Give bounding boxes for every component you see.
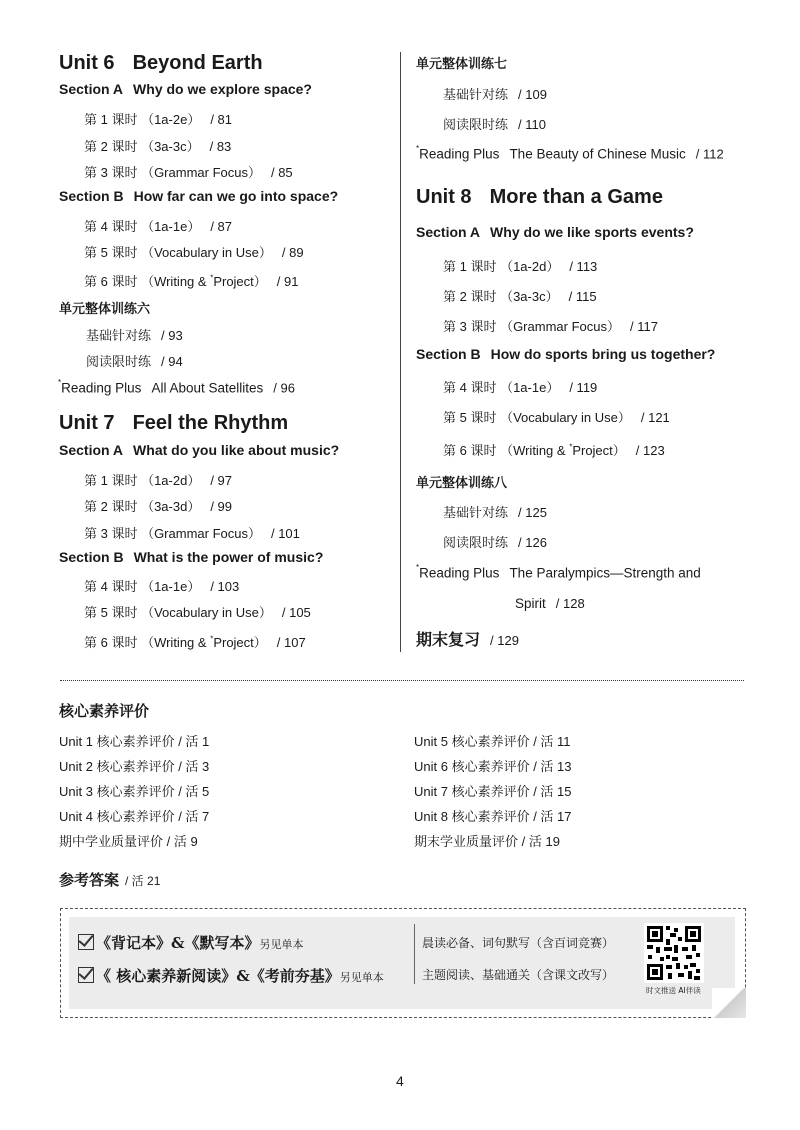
lesson-name: 阅读限时练 — [443, 117, 509, 132]
lesson-page: / 87 — [210, 219, 233, 234]
unit8-heading[interactable] — [416, 186, 663, 209]
lesson-name: 第 6 课时 （Writing & — [84, 635, 211, 650]
toc-entry-u8-reading-plus-cont[interactable] — [515, 596, 585, 611]
toc-entry-u6-l3[interactable] — [84, 162, 293, 181]
eval-name: 期中学业质量评价 — [59, 834, 164, 849]
supplement-note: 另见单本 — [339, 971, 384, 984]
lesson-name: 第 2 课时 （3a-3c） — [84, 139, 200, 154]
toc-entry-u8-l3[interactable] — [443, 316, 658, 335]
reading-plus-title: The Beauty of Chinese Music — [509, 146, 686, 162]
lesson-page: / 105 — [281, 605, 311, 620]
eval-entry-unit1[interactable] — [59, 731, 209, 750]
lesson-page: / 99 — [210, 499, 233, 514]
optional-star: * — [569, 442, 573, 452]
page-number: 4 — [396, 1073, 404, 1089]
toc-entry-u8-reading-plus[interactable] — [416, 565, 701, 581]
lesson-name: 基础针对练 — [443, 87, 509, 102]
optional-star: * — [210, 273, 214, 283]
lesson-page: / 121 — [640, 410, 670, 425]
lesson-page: / 112 — [695, 146, 724, 162]
optional-star: * — [416, 144, 420, 153]
reading-plus-title-line1: The Paralympics—Strength and — [509, 565, 701, 581]
eval-entry-final[interactable] — [414, 831, 560, 850]
section-question: How do sports bring us together? — [490, 346, 716, 362]
toc-entry-u8-reading[interactable] — [443, 532, 547, 551]
lesson-name: 基础针对练 — [443, 505, 509, 520]
eval-name: Unit 3 核心素养评价 — [59, 784, 175, 799]
toc-entry-u8-l1[interactable] — [443, 256, 597, 275]
eval-name: 期末学业质量评价 — [414, 834, 519, 849]
unit7-heading[interactable] — [59, 412, 288, 435]
dotted-divider — [60, 680, 744, 681]
section-label: Section B — [416, 346, 481, 362]
lesson-page: / 81 — [210, 112, 233, 127]
eval-name: Unit 6 核心素养评价 — [414, 759, 530, 774]
lesson-page: / 91 — [276, 274, 299, 289]
checkbox-checked-icon — [78, 967, 94, 983]
lesson-page: / 97 — [210, 473, 233, 488]
lesson-page: / 101 — [270, 526, 300, 541]
lesson-name: 第 2 课时 （3a-3d） — [84, 499, 201, 514]
optional-star: * — [58, 378, 62, 387]
toc-entry-final-review[interactable] — [416, 627, 519, 650]
answers-title: 参考答案 — [59, 872, 120, 889]
eval-page: / 活 1 — [178, 734, 210, 749]
eval-name: Unit 7 核心素养评价 — [414, 784, 530, 799]
optional-star: * — [416, 563, 420, 572]
supplement-books: 《背记本》&《默写本》 — [96, 934, 260, 952]
eval-page: / 活 19 — [521, 834, 560, 849]
supplement-panel — [69, 917, 735, 1009]
section-label: Section A — [59, 81, 124, 97]
toc-entry-u7-reading-plus[interactable] — [416, 146, 724, 162]
lesson-page: / 128 — [555, 596, 585, 611]
section-label: Section B — [59, 549, 124, 565]
checkbox-checked-icon — [78, 934, 94, 950]
toc-entry-u6-basic[interactable] — [86, 325, 183, 344]
qr-caption: 时文推送 AI伴读 — [646, 986, 701, 995]
eval-page: / 活 9 — [166, 834, 198, 849]
toc-entry-u7-l5[interactable] — [84, 602, 311, 621]
toc-entry-u8-l4[interactable] — [443, 377, 597, 396]
supplement-note: 另见单本 — [259, 938, 304, 951]
lesson-name: 第 5 课时 （Vocabulary in Use） — [84, 605, 272, 620]
eval-entry-midterm[interactable] — [59, 831, 198, 850]
toc-entry-u7-basic[interactable] — [443, 84, 547, 103]
unit6-section-a[interactable] — [59, 81, 312, 97]
unit6-section-b[interactable] — [59, 188, 338, 204]
lesson-page: / 83 — [209, 139, 232, 154]
toc-entry-u7-reading[interactable] — [443, 114, 546, 133]
lesson-page: / 115 — [568, 289, 597, 304]
lesson-page: / 123 — [635, 443, 665, 458]
lesson-page: / 126 — [518, 535, 547, 550]
eval-name: Unit 5 核心素养评价 — [414, 734, 530, 749]
eval-name: Unit 1 核心素养评价 — [59, 734, 175, 749]
evaluation-title: 核心素养评价 — [59, 703, 150, 720]
unit7-title: Feel the Rhythm — [132, 412, 289, 434]
lesson-name: 第 5 课时 （Vocabulary in Use） — [84, 245, 272, 260]
unit6-training-title[interactable]: 单元整体训练六 — [59, 301, 151, 316]
lesson-page: / 107 — [276, 635, 306, 650]
lesson-page: / 94 — [161, 354, 183, 369]
lesson-page: / 129 — [490, 633, 519, 648]
section-question: How far can we go into space? — [133, 188, 339, 204]
answers-entry[interactable] — [59, 869, 160, 890]
section-question: Why do we explore space? — [133, 81, 312, 97]
eval-page: / 活 11 — [533, 734, 571, 749]
toc-entry-u6-l1[interactable] — [84, 109, 232, 128]
toc-entry-u8-l2[interactable] — [443, 286, 597, 305]
toc-entry-u8-basic[interactable] — [443, 502, 547, 521]
toc-entry-u6-l5[interactable] — [84, 242, 304, 261]
lesson-name: 第 6 课时 （Writing & — [84, 274, 211, 289]
toc-entry-u6-reading[interactable] — [86, 351, 183, 370]
lesson-name: 第 6 课时 （Writing & — [443, 443, 570, 458]
reading-plus-title-line2: Spirit — [515, 596, 546, 611]
lesson-name: 第 4 课时 （1a-1e） — [84, 579, 201, 594]
lesson-name: 阅读限时练 — [443, 535, 509, 550]
unit6-number: Unit 6 — [59, 52, 115, 74]
eval-name: Unit 8 核心素养评价 — [414, 809, 530, 824]
supplement-row-1[interactable] — [78, 932, 304, 953]
toc-entry-u7-l3[interactable] — [84, 523, 300, 542]
eval-entry-unit8[interactable] — [414, 806, 572, 825]
lesson-name: 第 1 课时 （1a-2e） — [84, 112, 201, 127]
lesson-name-post: Project） — [213, 635, 267, 650]
lesson-name-post: Project） — [572, 443, 626, 458]
reading-plus-label: Reading Plus — [419, 565, 500, 581]
eval-page: / 活 3 — [178, 759, 210, 774]
section-question: What is the power of music? — [133, 549, 324, 565]
toc-entry-u8-l6[interactable] — [443, 440, 665, 459]
lesson-page: / 109 — [518, 87, 547, 102]
supplement-row-2[interactable] — [78, 965, 384, 986]
unit8-training-title[interactable]: 单元整体训练八 — [416, 475, 508, 490]
lesson-page: / 103 — [210, 579, 240, 594]
lesson-name: 第 1 课时 （1a-2d） — [84, 473, 201, 488]
lesson-page: / 89 — [281, 245, 304, 260]
lesson-page: / 96 — [273, 380, 295, 396]
toc-entry-u6-l2[interactable] — [84, 136, 231, 155]
eval-entry-unit6[interactable] — [414, 756, 572, 775]
supplement-divider — [414, 924, 415, 984]
toc-entry-u8-l5[interactable] — [443, 407, 670, 426]
section-label: Section B — [59, 188, 124, 204]
eval-entry-unit2[interactable] — [59, 756, 209, 775]
column-divider — [400, 52, 401, 652]
lesson-name: 第 3 课时 （Grammar Focus） — [84, 165, 261, 180]
lesson-page: / 125 — [518, 505, 547, 520]
eval-page: / 活 17 — [533, 809, 572, 824]
unit8-title: More than a Game — [489, 186, 663, 208]
unit7-training-title[interactable]: 单元整体训练七 — [416, 56, 508, 71]
eval-page: / 活 15 — [533, 784, 572, 799]
reading-plus-title: All About Satellites — [151, 380, 264, 396]
lesson-name-post: Project） — [213, 274, 267, 289]
optional-star: * — [210, 634, 214, 644]
qr-code-graphic — [644, 923, 704, 983]
lesson-page: / 119 — [569, 380, 598, 395]
qr-code-icon[interactable] — [644, 923, 704, 983]
unit8-number: Unit 8 — [416, 186, 472, 208]
supplement-desc-1: 晨读必备、词句默写（含百词竞赛） — [422, 936, 615, 950]
eval-page: / 活 7 — [178, 809, 210, 824]
eval-page: / 活 13 — [533, 759, 572, 774]
lesson-page: / 85 — [270, 165, 293, 180]
lesson-name: 阅读限时练 — [86, 354, 152, 369]
page-curl-decoration — [712, 988, 746, 1018]
supplement-desc-2: 主题阅读、基础通关（含课文改写） — [422, 968, 615, 982]
unit7-section-a[interactable] — [59, 442, 339, 458]
unit7-number: Unit 7 — [59, 412, 115, 434]
lesson-name: 第 4 课时 （1a-1e） — [84, 219, 201, 234]
final-review-title: 期末复习 — [416, 632, 481, 649]
unit7-section-b[interactable] — [59, 549, 323, 565]
toc-entry-u7-l1[interactable] — [84, 470, 232, 489]
toc-entry-u7-l6[interactable] — [84, 632, 306, 651]
toc-entry-u6-l4[interactable] — [84, 216, 232, 235]
reading-plus-label: Reading Plus — [419, 146, 500, 162]
eval-name: Unit 2 核心素养评价 — [59, 759, 175, 774]
unit6-title: Beyond Earth — [132, 52, 263, 74]
section-question: What do you like about music? — [133, 442, 340, 458]
lesson-name: 第 1 课时 （1a-2d） — [443, 259, 560, 274]
lesson-page: / 117 — [629, 319, 658, 334]
toc-entry-u6-l6[interactable] — [84, 271, 298, 290]
lesson-name: 第 3 课时 （Grammar Focus） — [443, 319, 620, 334]
lesson-name: 基础针对练 — [86, 328, 152, 343]
toc-entry-u7-l2[interactable] — [84, 496, 232, 515]
unit6-heading[interactable] — [59, 52, 263, 75]
section-label: Section A — [59, 442, 124, 458]
lesson-name: 第 5 课时 （Vocabulary in Use） — [443, 410, 631, 425]
toc-entry-u7-l4[interactable] — [84, 576, 239, 595]
unit8-section-a[interactable] — [416, 224, 694, 240]
eval-page: / 活 5 — [178, 784, 210, 799]
lesson-page: / 113 — [569, 259, 598, 274]
supplement-books: 《 核心素养新阅读》&《考前夯基》 — [96, 967, 340, 985]
section-label: Section A — [416, 224, 481, 240]
lesson-name: 第 2 课时 （3a-3c） — [443, 289, 559, 304]
eval-name: Unit 4 核心素养评价 — [59, 809, 175, 824]
lesson-name: 第 3 课时 （Grammar Focus） — [84, 526, 261, 541]
answers-page: / 活 21 — [125, 874, 161, 888]
lesson-name: 第 4 课时 （1a-1e） — [443, 380, 560, 395]
lesson-page: / 110 — [518, 117, 546, 132]
reading-plus-label: Reading Plus — [61, 380, 142, 396]
eval-entry-unit5[interactable] — [414, 731, 571, 750]
unit8-section-b[interactable] — [416, 346, 715, 362]
eval-entry-unit4[interactable] — [59, 806, 209, 825]
toc-entry-u6-reading-plus[interactable] — [58, 380, 295, 396]
eval-entry-unit3[interactable] — [59, 781, 209, 800]
section-question: Why do we like sports events? — [490, 224, 694, 240]
eval-entry-unit7[interactable] — [414, 781, 572, 800]
lesson-page: / 93 — [161, 328, 183, 343]
